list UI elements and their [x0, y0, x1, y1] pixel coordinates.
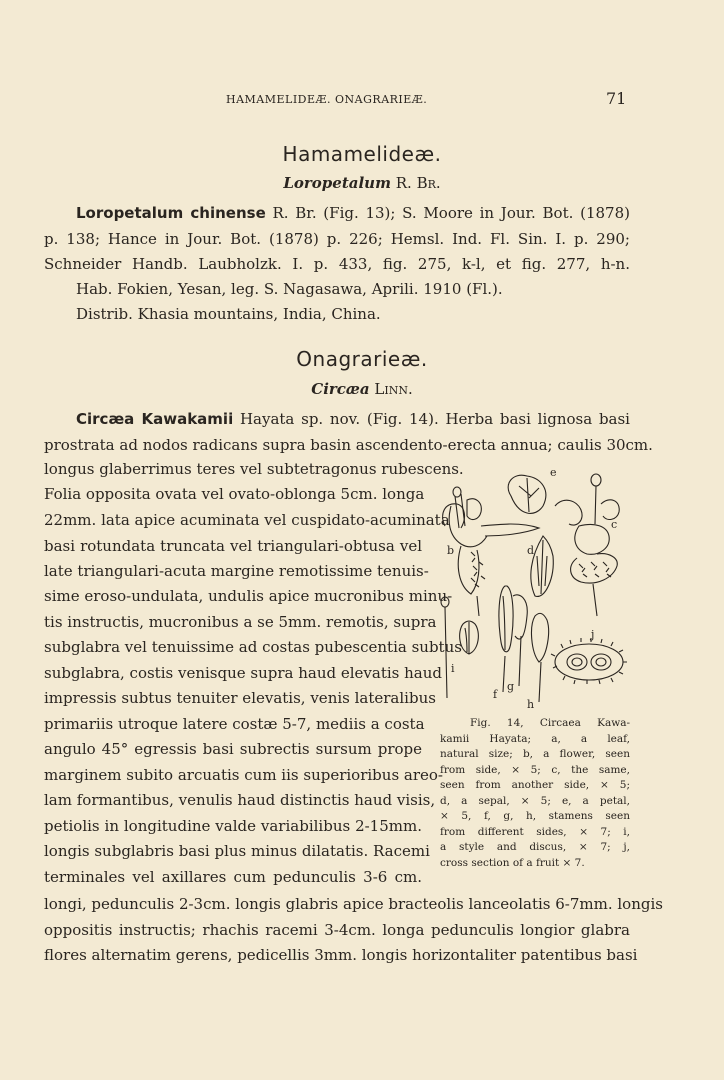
figure-label-h: h: [527, 698, 535, 711]
text-line: oppositis instructis; rhachis racemi 3-4cm. longa pedunculis longior glabra: [44, 921, 630, 939]
text-line: p. 138; Hance in Jour. Bot. (1878) p. 226; Hemsl. Ind. Fl. Sin. I. p. 290;: [44, 230, 630, 248]
page-number: 71: [606, 89, 627, 108]
text-line: 22mm. lata apice acuminata vel cuspidato-acuminata: [44, 511, 450, 529]
species-name: Loropetalum chinense: [76, 204, 266, 222]
species-line-1: [76, 409, 630, 429]
figure-label-e: e: [550, 466, 557, 479]
species-line-1: [76, 203, 630, 223]
figure-label-i: i: [451, 662, 455, 675]
text-line: longus glaberrimus teres vel subtetragonus rubescens.: [44, 460, 464, 478]
fruit-cross-section-j: [551, 638, 627, 684]
text-line: longis subglabris basi plus minus dilatatis. Racemi: [44, 842, 430, 860]
text-line: flores alternatim gerens, pedicellis 3mm. longis horizontaliter patentibus basi: [44, 946, 638, 964]
distribution-line: Distrib. Khasia mountains, India, China.: [76, 305, 381, 323]
figure-label-c: c: [611, 518, 618, 531]
species-name: Circæa Kawakamii: [76, 410, 234, 428]
genus-author: R. Br.: [395, 174, 441, 192]
petal-e: [508, 475, 546, 513]
genus-heading-circaea: [0, 380, 724, 398]
caption-line: a style and discus, × 7; j,: [440, 841, 630, 853]
caption-line: natural size; b, a flower, seen: [440, 748, 630, 760]
figure-label-b: b: [447, 544, 455, 557]
text-line: impressis subtus tenuiter elevatis, venis lateralibus: [44, 689, 436, 707]
text-line: marginem subito arcuatis cum iis superioribus areo-: [44, 766, 443, 784]
text-line: late triangulari-acuta margine remotissime tenuis-: [44, 562, 429, 580]
flower-second-view-c: [555, 474, 619, 616]
text-line: angulo 45° egressis basi subrectis sursum prope: [44, 740, 422, 758]
habitat-line: Hab. Fokien, Yesan, leg. S. Nagasawa, Aprili. 1910 (Fl.).: [76, 280, 503, 298]
sepal-d: [531, 536, 553, 596]
text-line: prostrata ad nodos radicans supra basin ascendento-erecta annua; caulis 30cm.: [44, 436, 653, 454]
family-heading-onagrarieae: Onagrarieæ.: [296, 347, 428, 371]
text-line: Schneider Handb. Laubholzk. I. p. 433, fig. 275, k-l, et fig. 277, h-n.: [44, 255, 630, 273]
caption-line: from side, × 5; c, the same,: [440, 763, 630, 776]
text-line: terminales vel axillares cum pedunculis 3-6 cm.: [44, 868, 422, 886]
caption-line: d, a sepal, × 5; e, a petal,: [440, 794, 630, 807]
text-line: sime eroso-undulata, undulis apice mucronibus minu-: [44, 587, 453, 605]
caption-line: from different sides, × 7; i,: [440, 825, 630, 838]
caption-line: kamii Hayata; a, a leaf,: [440, 732, 630, 745]
genus-name: Loropetalum: [283, 174, 391, 192]
running-head: HAMAMELIDEÆ. ONAGRARIEÆ.: [226, 93, 428, 106]
caption-line: Fig. 14, Circaea Kawa-: [470, 717, 630, 729]
text-line: basi rotundata truncata vel triangulari-obtusa vel: [44, 537, 422, 555]
figure-label-g: g: [507, 680, 515, 693]
genus-heading-loropetalum: [0, 174, 724, 192]
circaea-illustration: [431, 466, 631, 712]
text-line: Folia opposita ovata vel ovato-oblonga 5cm. longa: [44, 485, 425, 503]
figure-label-d: d: [527, 544, 535, 557]
caption-line: cross section of a fruit × 7.: [440, 856, 585, 869]
species-citation: R. Br. (Fig. 13); S. Moore in Jour. Bot. (1878): [265, 204, 630, 222]
text-line: primariis utroque latere costæ 5-7, mediis a costa: [44, 715, 425, 733]
genus-author: Linn.: [374, 380, 413, 398]
figure-caption: [440, 716, 630, 871]
figure-label-f: f: [493, 688, 498, 701]
text-line: subglabra, costis venisque supra haud elevatis haud: [44, 664, 442, 682]
text-line: petiolis in longitudine valde variabilibus 2-15mm.: [44, 817, 422, 835]
text-line: longi, pedunculis 2-3cm. longis glabris apice bracteolis lanceolatis 6-7mm. longis: [44, 895, 663, 913]
genus-name: Circæa: [311, 380, 370, 398]
species-description-start: Hayata sp. nov. (Fig. 14). Herba basi lignosa basi: [233, 410, 630, 428]
figure-label-j: j: [591, 628, 595, 641]
style-and-discus-i: [441, 597, 478, 698]
caption-line: × 5, f, g, h, stamens seen: [440, 810, 630, 822]
text-line: lam formantibus, venulis haud distinctis haud visis,: [44, 791, 436, 809]
caption-line: seen from another side, × 5;: [440, 779, 630, 791]
flower-side-view-b: [443, 487, 539, 616]
text-line: tis instructis, mucronibus a se 5mm. remotis, supra: [44, 613, 437, 631]
text-line: subglabra vel tenuissime ad costas pubescentia subtus: [44, 638, 462, 656]
family-heading-hamamelideae: Hamamelideæ.: [282, 142, 442, 166]
